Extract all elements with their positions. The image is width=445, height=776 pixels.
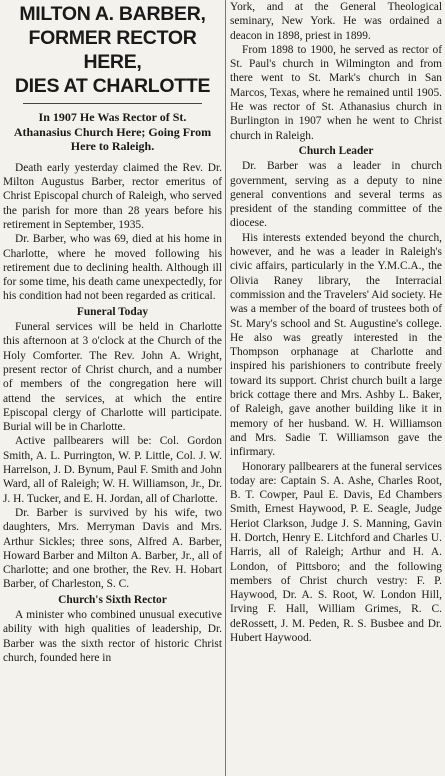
column-rule [225, 0, 226, 776]
subhead: Church's Sixth Rector [58, 593, 167, 606]
paragraph: Funeral services will be held in Charlotte this afternoon at 3 o'clock at the Church of the Holy Comforter. The Rev. John A. Wright, present rector of Christ church, and a number of members of the congregation here will attend the services, at which the entire Episcopal clergy of Charlotte will participate. Burial will be in Charlotte. [3, 321, 222, 434]
paragraph: Death early yesterday claimed the Rev. Dr. Milton Augustus Barber, rector emeritus of Christ Episcopal church of Raleigh, who served the parish for more than 28 years before his retirement in September, 1935. [3, 161, 222, 231]
subhead: Church Leader [298, 144, 374, 157]
left-column [3, 0, 222, 776]
paragraph: Dr. Barber is survived by his wife, two daughters, Mrs. Merryman Davis and Mrs. Arthur Sickles; three sons, Alfred A. Barber, Howard Barber and Milton A. Barber, Jr., all of Charlotte; and one brother, the Rev. H. Hobart Barber, of Charleston, S. C. [3, 506, 222, 591]
paragraph: Dr. Barber, who was 69, died at his home in Charlotte, where he moved following his retirement due to declining health. Although ill for some time, his death came unexpectedly, for his condition had not been regarded as critical. [3, 233, 222, 303]
headline-divider [23, 103, 202, 104]
paragraph: Dr. Barber was a leader in church government, serving as a deputy to nine general conventions and several terms as president of the standing committee of the diocese. [230, 160, 442, 230]
paragraph: His interests extended beyond the church, however, and he was a leader in Raleigh's civic affairs, particularly in the Y.M.C.A., the Olivia Raney library, the Interracial commission and the Travelers' Aid society. He was a member of the board of trustees both of St. Mary's school and St. Augustine's college. He also was greatly interested in the Thompson orphanage at Charlotte and inspired his parishioners to contribute freely toward its support. Christ church built a large brick cottage there and Mrs. Ashby L. Baker, of Raleigh, gave another building like it in memory of her husband. W. H. Williamson and Mrs. Sadie T. Williamson gave the infirmary. [230, 231, 442, 459]
paragraph: Honorary pallbearers at the funeral services today are: Captain S. A. Ashe, Charles Root, B. T. Cowper, Paul E. Davis, Ed Chambers Smith, Ernest Haywood, P. E. Seagle, Judge Heriot Clarkson, Judge J. S. Manning, Gavin H. Dortch, Henry E. Litchford and Charles U. Harris, all of Raleigh; Arthur and H. A. London, of Pittsboro; and the following members of Christ church vestry: F. P. Haywood, Dr. A. S. Root, W. London Hill, Irving F. Hall, William Grimes, R. C. deRossett, J. M. Peden, R. S. Busbee and Dr. Hubert Haywood. [230, 460, 442, 645]
subhead: Funeral Today [76, 305, 149, 318]
headline-line-2: FORMER RECTOR HERE, [28, 27, 197, 73]
deck: In 1907 He Was Rector of St. Athanasius Church Here; Going From Here to Raleigh. [13, 110, 212, 154]
paragraph: Active pallbearers will be: Col. Gordon Smith, A. L. Purrington, W. P. Little, Col. J. W. Harrelson, J. D. Bynum, Paul F. Smith and John Ward, all of Raleigh; W. H. Williamson, Jr., Dr. J. H. Tucker, and E. H. Jordan, all of Charlotte. [3, 435, 222, 505]
headline-line-1: MILTON A. BARBER, [19, 3, 206, 25]
paragraph: From 1898 to 1900, he served as rector of St. Paul's church in Wilmington and from there went to St. Mark's church in San Marcos, Texas, where he remained until 1905. He was rector of St. Athanasius church in Burlington in 1907 when he went to Christ church in Raleigh. [230, 43, 442, 142]
headline [3, 2, 222, 98]
right-column [230, 0, 442, 776]
paragraph: A minister who combined unusual executive ability with high qualities of leadership, Dr. Barber was the sixth rector of historic Christ church, founded here in [3, 608, 222, 664]
headline-line-3: DIES AT CHARLOTTE [14, 75, 211, 97]
paragraph-continued: York, and at the General Theological seminary, New York. He was ordained a deacon in 1898, priest in 1899. [230, 1, 442, 42]
